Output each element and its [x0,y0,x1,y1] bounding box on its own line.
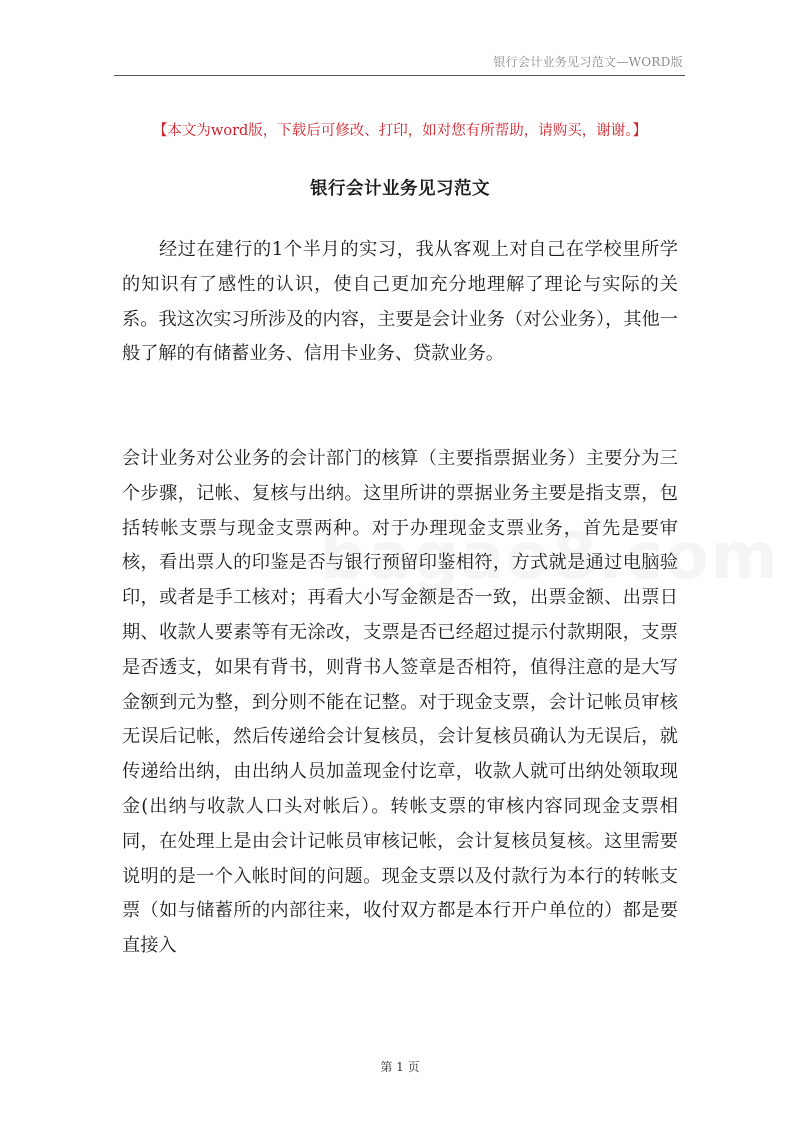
document-title: 银行会计业务见习范文 [310,179,490,199]
purchase-notice: 【本文为word版，下载后可修改、打印，如对您有所帮助，请购买，谢谢。】 [152,123,648,139]
body-paragraph: 会计业务对公业务的会计部门的核算（主要指票据业务）主要分为三个步骤，记帐、复核与出纳。这里所讲的票据业务主要是指支票，包括转帐支票与现金支票两种。对于办理现金支票业务，首先是要审核，看出票人的印鉴是否与银行预留印鉴相符，方式就是通过电脑验印，或者是手工核对；再看大小写金额是否一致，出票金额、出票日期、收款人要素等有无涂改，支票是否已经超过提示付款期限，支票是否透支，如果有背书，则背书人签章是否相符，值得注意的是大写金额到元为整，到分则不能在记整。对于现金支票，会计记帐员审核无误后记帐，然后传递给会计复核员，会计复核员确认为无误后，就传递给出纳，由出纳人员加盖现金付讫章，收款人就可出纳处领取现金(出纳与收款人口头对帐后）。转帐支票的审核内容同现金支票相同，在处理上是由会计记帐员审核记帐，会计复核员复核。这里需要说明的是一个入帐时间的问题。现金支票以及付款行为本行的转帐支票（如与储蓄所的内部往来，收付双方都是本行开户单位的）都是要直接入 [122,448,678,957]
header-divider [114,75,685,76]
running-header: 银行会计业务见习范文—WORD版 [493,55,683,69]
page-number: 第 1 页 [380,1060,420,1074]
body-paragraph: 经过在建行的1个半月的实习，我从客观上对自己在学校里所学的知识有了感性的认识，使自己更加充分地理解了理论与实际的关系。我这次实习所涉及的内容，主要是会计业务（对公业务），其他一般了解的有储蓄业务、信用卡业务、贷款业务。 [122,239,678,365]
watermark [320,520,779,594]
